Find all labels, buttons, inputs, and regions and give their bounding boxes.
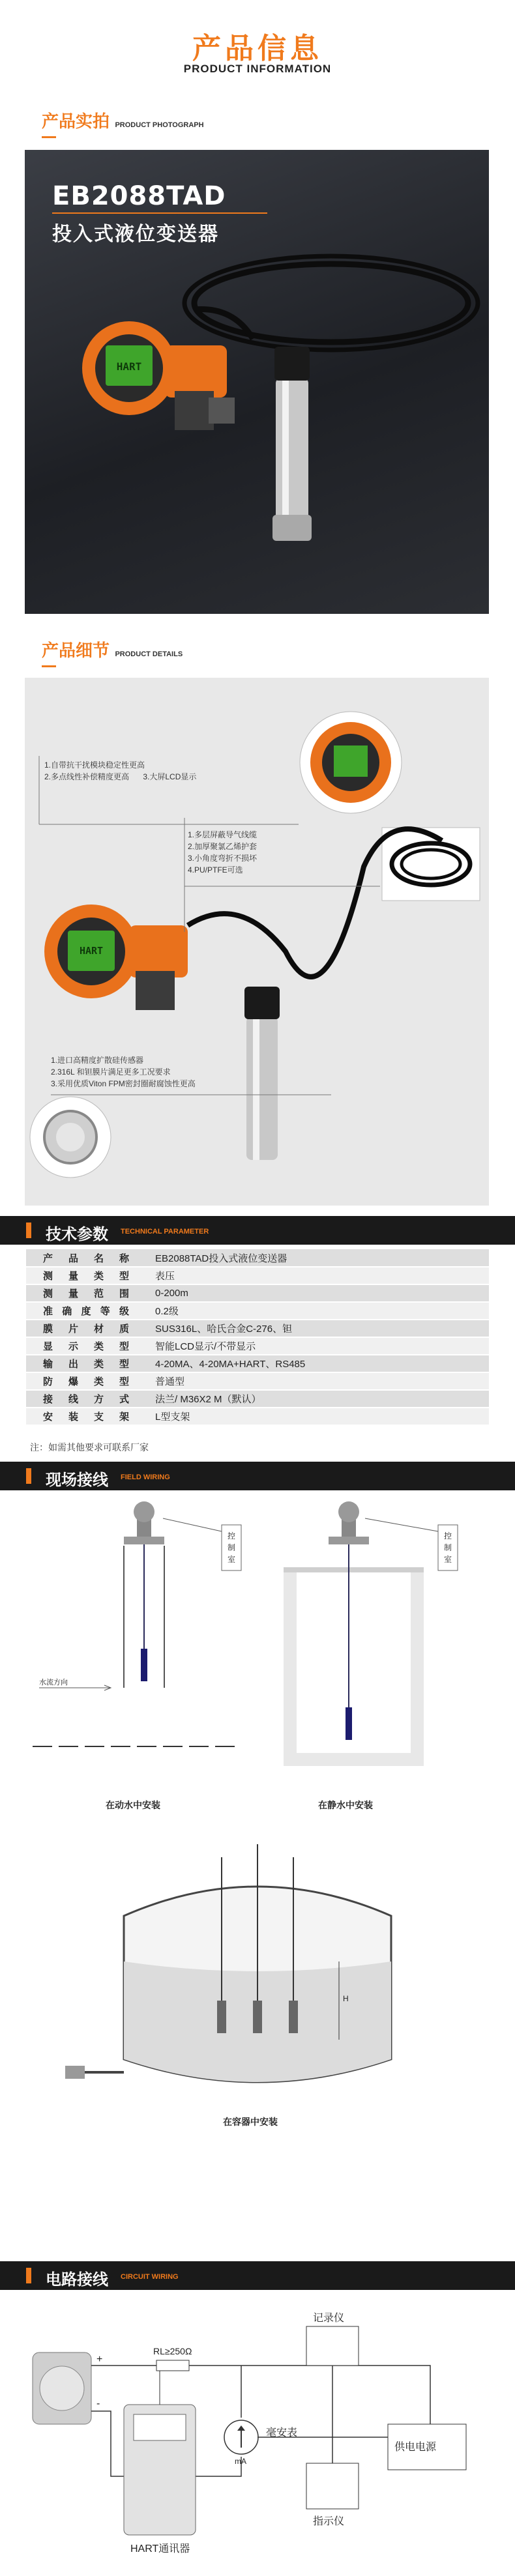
param-key: 膜片材质 xyxy=(26,1320,149,1337)
callout-sensor xyxy=(51,1054,196,1090)
control-room-label: 控制室 xyxy=(227,1531,235,1564)
details-illustration xyxy=(25,678,489,1206)
indicator-label: 指示仪 xyxy=(313,2516,345,2527)
callout-cable xyxy=(188,829,257,876)
callout-line: 3.采用优质Viton FPM密封圈耐腐蚀性更高 xyxy=(51,1079,196,1088)
callout-line: 1.多层屏蔽导气线缆 xyxy=(188,830,258,839)
param-key: 测量范围 xyxy=(26,1284,149,1302)
field-wiring-illustration xyxy=(26,1492,489,2255)
section-title-field: 现场接线 xyxy=(46,1471,108,1489)
table-row xyxy=(26,1284,489,1302)
table-row xyxy=(26,1320,489,1337)
recorder-label: 记录仪 xyxy=(313,2313,345,2324)
callout-line: 4.PU/PTFE可选 xyxy=(188,865,243,875)
section-title-tech: 技术参数 xyxy=(46,1226,108,1243)
callout-line: 3.大屏LCD显示 xyxy=(143,772,197,781)
heading-accent-bar xyxy=(26,2268,31,2283)
product-info-header xyxy=(0,0,515,98)
resistor-label: RL≥250Ω xyxy=(153,2346,192,2356)
callout-line: 2.316L 和钽膜片满足更多工况要求 xyxy=(51,1067,171,1077)
plus-terminal: + xyxy=(96,2354,103,2365)
section-underline xyxy=(42,665,56,667)
section-heading-details xyxy=(42,637,183,663)
table-row xyxy=(26,1302,489,1320)
heading-accent-bar xyxy=(26,1468,31,1484)
page-subtitle: PRODUCT INFORMATION xyxy=(183,63,332,75)
table-row xyxy=(26,1355,489,1372)
callout-housing xyxy=(44,759,196,783)
table-row xyxy=(26,1408,489,1425)
circuit-wiring-diagram xyxy=(26,2300,489,2561)
caption-container: 在容器中安装 xyxy=(223,2117,278,2127)
circuit-illustration xyxy=(26,2300,489,2561)
power-supply-label: 供电电源 xyxy=(394,2442,437,2453)
table-row xyxy=(26,1390,489,1408)
param-key: 显示类型 xyxy=(26,1337,149,1355)
param-value: 0.2级 xyxy=(149,1302,489,1320)
section-heading-circuit xyxy=(0,2261,515,2290)
product-model: EB2088TAD xyxy=(52,181,226,211)
section-subtitle-photo: PRODUCT PHOTOGRAPH xyxy=(115,121,204,129)
param-key: 安装支架 xyxy=(26,1408,149,1425)
caption-flowing-water: 在动水中安装 xyxy=(106,1800,160,1810)
param-key: 准确度等级 xyxy=(26,1302,149,1320)
section-heading-field xyxy=(0,1462,515,1490)
param-key: 接线方式 xyxy=(26,1390,149,1408)
section-subtitle-field: FIELD WIRING xyxy=(121,1473,170,1481)
section-title-details: 产品细节 xyxy=(42,641,110,660)
param-key: 防爆类型 xyxy=(26,1372,149,1390)
section-heading-photo xyxy=(42,108,204,134)
param-value: SUS316L、哈氏合金C-276、钽 xyxy=(149,1320,489,1337)
svg-text:HART: HART xyxy=(79,945,104,957)
control-room-label: 控制室 xyxy=(443,1531,452,1564)
callout-line: 3.小角度弯折不损坏 xyxy=(188,854,258,863)
section-subtitle-details: PRODUCT DETAILS xyxy=(115,650,183,658)
level-height-mark: H xyxy=(343,1994,349,2003)
parameter-table xyxy=(26,1249,489,1426)
param-value: 4-20MA、4-20MA+HART、RS485 xyxy=(149,1355,489,1372)
table-row xyxy=(26,1267,489,1284)
product-details-panel xyxy=(25,678,489,1206)
table-row xyxy=(26,1249,489,1267)
callout-line: 1.进口高精度扩散硅传感器 xyxy=(51,1056,144,1065)
heading-accent-bar xyxy=(26,1223,31,1238)
flow-direction-label: 水流方向 xyxy=(39,1679,68,1686)
ma-unit-label: mA xyxy=(235,2457,246,2466)
param-value: 表压 xyxy=(149,1267,489,1284)
callout-line: 1.自带抗干扰模块稳定性更高 xyxy=(44,760,145,770)
ammeter-label: 毫安表 xyxy=(266,2427,298,2439)
table-row xyxy=(26,1337,489,1355)
param-value: L型支架 xyxy=(149,1408,489,1425)
section-subtitle-tech: TECHNICAL PARAMETER xyxy=(121,1228,209,1236)
svg-text:HART: HART xyxy=(116,360,142,373)
param-value: 0-200m xyxy=(149,1284,489,1302)
param-key: 输出类型 xyxy=(26,1355,149,1372)
param-value: 普通型 xyxy=(149,1372,489,1390)
page-title: 产品信息 xyxy=(192,33,323,65)
callout-line: 2.多点线性补偿精度更高 xyxy=(44,772,130,781)
minus-terminal: - xyxy=(96,2398,100,2409)
caption-static-water: 在静水中安装 xyxy=(318,1800,373,1810)
table-row xyxy=(26,1372,489,1390)
product-photo xyxy=(25,150,489,614)
section-underline xyxy=(42,136,56,138)
footnote: 注：如需其他要求可联系厂家 xyxy=(30,1442,149,1453)
transmitter-illustration xyxy=(25,150,489,614)
param-key: 产品名称 xyxy=(26,1249,149,1267)
hart-communicator-label: HART通讯器 xyxy=(130,2543,190,2554)
param-key: 测量类型 xyxy=(26,1267,149,1284)
section-heading-tech xyxy=(0,1216,515,1245)
section-title-photo: 产品实拍 xyxy=(42,111,110,131)
param-value: 法兰/ M36X2 M（默认） xyxy=(149,1390,489,1408)
field-wiring-diagrams xyxy=(26,1492,489,2255)
callout-line: 2.加厚聚氯乙烯护套 xyxy=(188,842,258,851)
section-title-circuit: 电路接线 xyxy=(46,2271,108,2289)
param-value: EB2088TAD投入式液位变送器 xyxy=(149,1249,489,1267)
product-name: 投入式液位变送器 xyxy=(52,224,219,245)
section-subtitle-circuit: CIRCUIT WIRING xyxy=(121,2273,179,2281)
param-value: 智能LCD显示/不带显示 xyxy=(149,1337,489,1355)
